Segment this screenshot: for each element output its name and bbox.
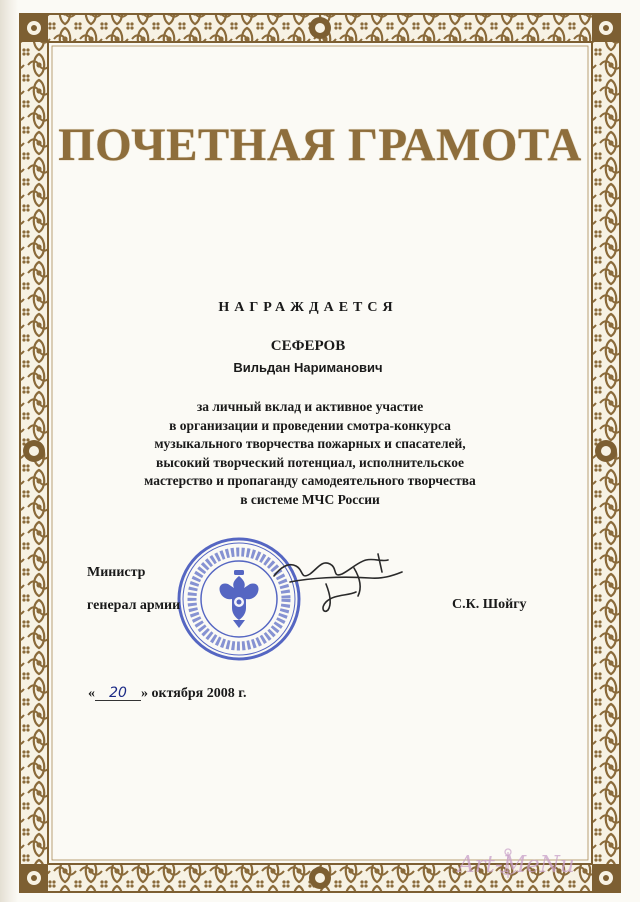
reason-line: мастерство и пропаганду самодеятельного творчества: [144, 473, 476, 488]
certificate-title: ПОЧЕТНАЯ ГРАМОТА: [58, 119, 582, 171]
signatory-rank: генерал армии: [87, 598, 181, 613]
date-open-quote: «: [88, 686, 95, 701]
award-reason: [60, 398, 560, 509]
awarded-heading: НАГРАЖДАЕТСЯ: [218, 300, 398, 315]
watermark-text: Art-MeNu: [458, 852, 575, 878]
signatory-name: С.К. Шойгу: [452, 597, 527, 612]
reason-line: в системе МЧС России: [240, 491, 380, 507]
date-day: 20: [95, 687, 141, 701]
signature-icon: [270, 548, 420, 618]
reason-line: в организации и проведении смотра-конкурса: [169, 417, 451, 433]
date-month-year: октября 2008 г.: [151, 686, 247, 701]
reason-line: музыкального творчества пожарных и спасателей,: [154, 436, 466, 451]
signatory-position: Министр: [87, 565, 146, 580]
recipient-surname: СЕФЕРОВ: [270, 338, 346, 354]
issue-date: [88, 686, 246, 702]
date-close-quote: »: [141, 686, 148, 701]
reason-line: за личный вклад и активное участие: [196, 399, 424, 414]
reason-line: высокий творческий потенциал, исполнительское: [156, 454, 464, 470]
recipient-given-name: Вильдан Нариманович: [233, 360, 383, 375]
